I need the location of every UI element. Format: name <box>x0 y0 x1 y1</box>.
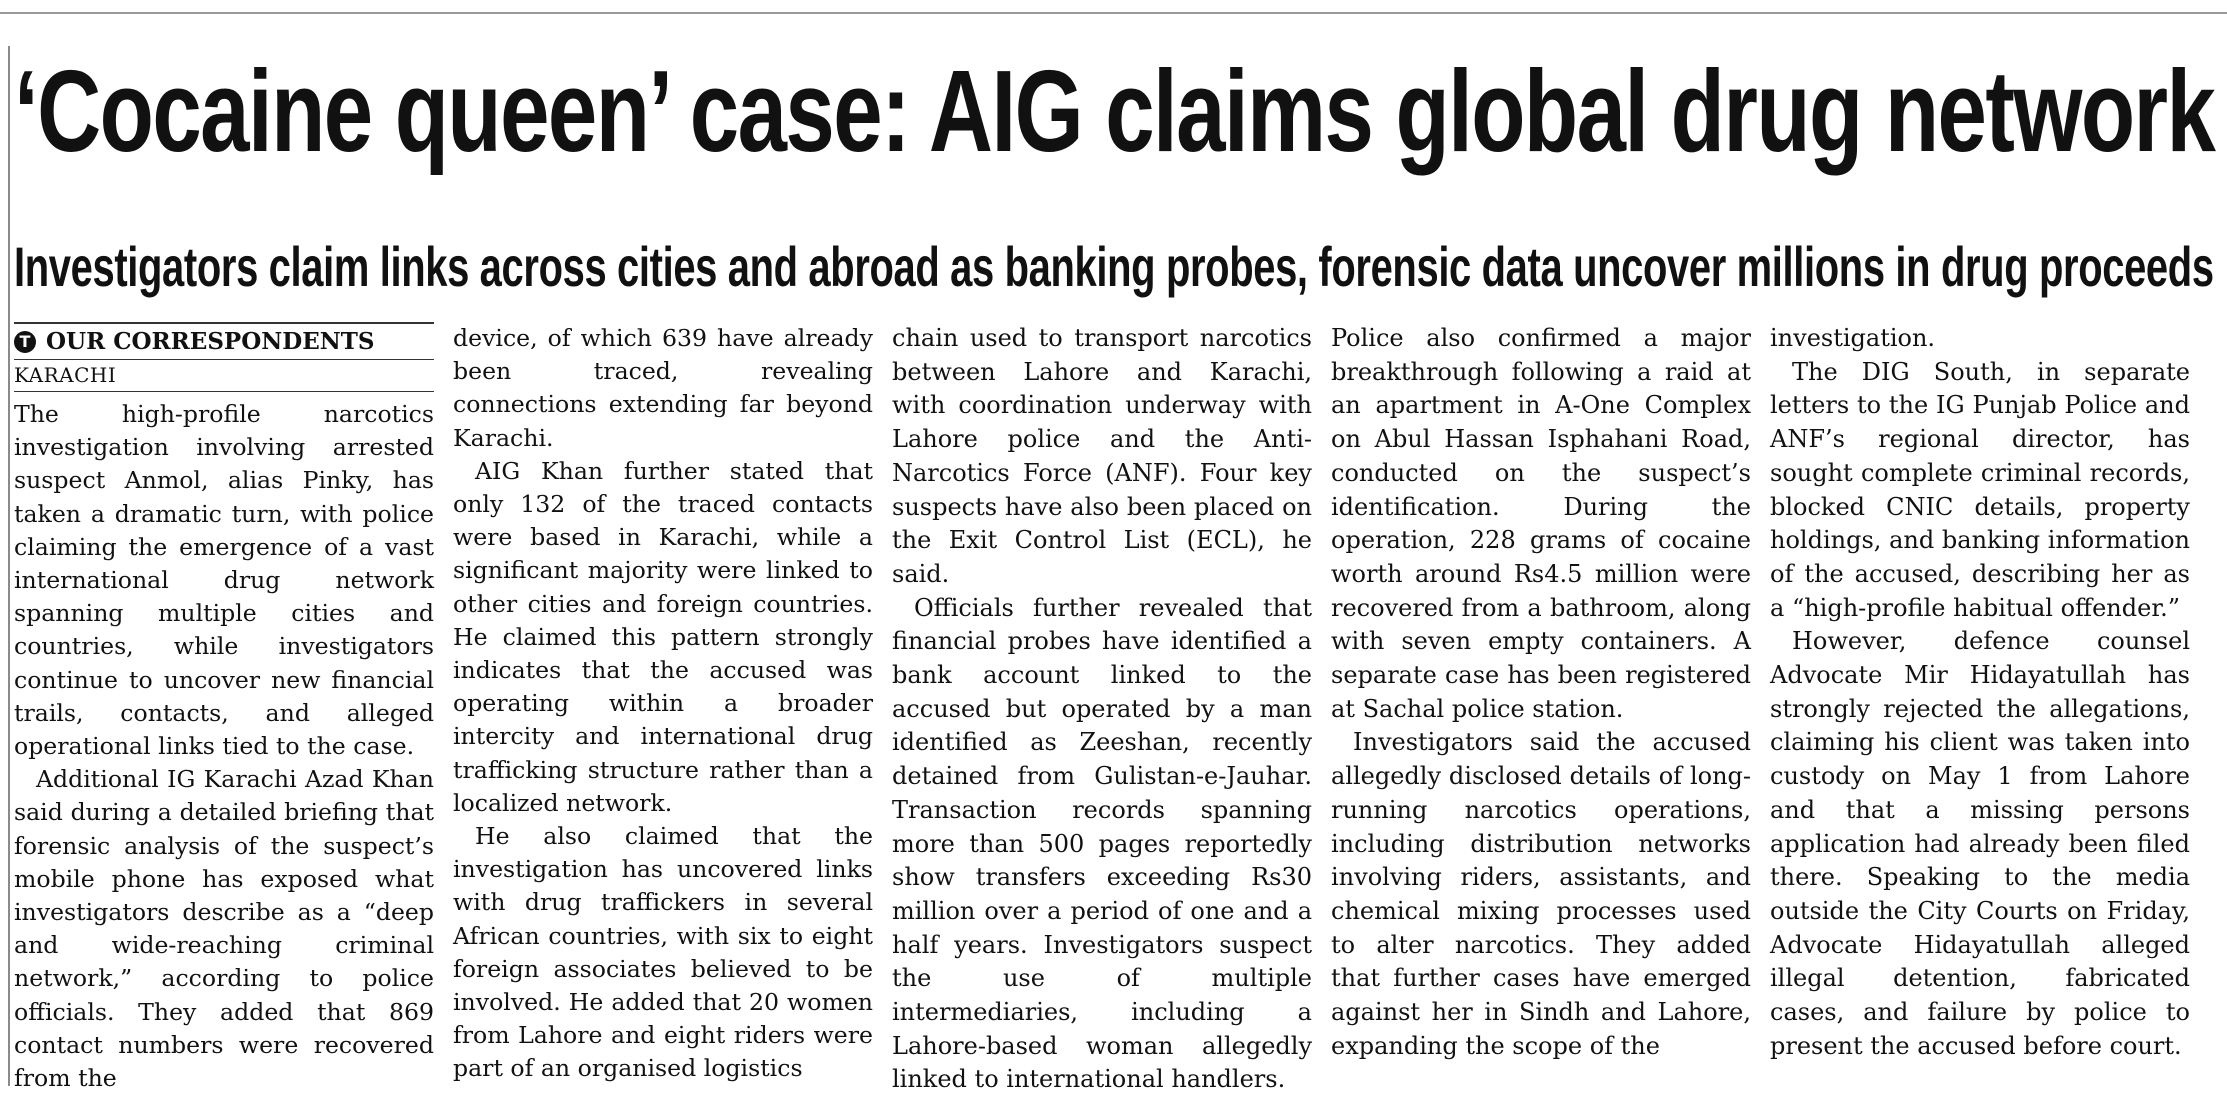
paragraph: The DIG South, in separate letters to the IG Punjab Police and ANF’s regional director, has sought complete criminal records, blocked CNIC details, property holdings, and banking information of the accused, describing her as a “high-profile habitual offender.” <box>1770 357 2190 622</box>
article-column-5 <box>1770 322 2190 1063</box>
express-tribune-logo-icon: T <box>14 331 36 353</box>
paragraph: AIG Khan further stated that only 132 of the traced contacts were based in Karachi, while a significant majority were linked to other cities and foreign countries. He claimed this pattern strongly indicates that the accused was operating within a broader intercity and international drug trafficking structure rather than a localized network. <box>453 456 873 817</box>
top-rule <box>0 12 2227 14</box>
left-rule <box>8 46 10 1086</box>
article-column-3 <box>892 322 1312 1097</box>
paragraph: The high-profile narcotics investigation involving arrested suspect Anmol, alias Pinky, has taken a dramatic turn, with police claiming the emergence of a vast international drug network spanning multiple cities and countries, while investigators continue to uncover new financial trails, contacts, and alleged operational links tied to the case. <box>14 400 434 761</box>
byline-text: OUR CORRESPONDENTS <box>46 328 375 355</box>
byline <box>14 327 434 360</box>
paragraph: chain used to transport narcotics between Lahore and Karachi, with coordination underway with Lahore police and the Anti-Narcotics Force (ANF). Four key suspects have also been placed on the Exit Control List (ECL), he said. <box>892 324 1312 588</box>
subheadline: Investigators claim links across cities and abroad as banking probes, forensic data uncover millions in drug proceeds <box>14 235 2214 298</box>
paragraph: He also claimed that the investigation has uncovered links with drug traffickers in several African countries, with six to eight foreign associates believed to be involved. He added that 20 women from Lahore and eight riders were part of an organised logistics <box>453 822 873 1083</box>
headline: ‘Cocaine queen’ case: AIG claims global drug network <box>14 46 2215 176</box>
paragraph: Officials further revealed that financial probes have identified a bank account linked to the accused but operated by a man identified as Zeeshan, recently detained from Gulistan-e-Jauhar. Transaction records spanning more than 500 pages reportedly show transfers exceeding Rs30 million over a period of one and a half years. Investigators suspect the use of multiple intermediaries, including a Lahore-based woman allegedly linked to international handlers. <box>892 593 1312 1094</box>
paragraph: device, of which 639 have already been traced, revealing connections extending far beyond Karachi. <box>453 324 873 452</box>
article-column-1 <box>14 322 434 1095</box>
paragraph: Investigators said the accused allegedly disclosed details of long-running narcotics operations, including distribution networks involving riders, assistants, and chemical mixing processes used to alter narcotics. They added that further cases have emerged against her in Sindh and Lahore, expanding the scope of the <box>1331 728 1751 1060</box>
paragraph: investigation. <box>1770 324 1936 352</box>
article-column-4 <box>1331 322 1751 1063</box>
paragraph: However, defence counsel Advocate Mir Hidayatullah has strongly rejected the allegations, claiming his client was taken into custody on May 1 from Lahore and that a missing persons application had already been filed there. Speaking to the media outside the City Courts on Friday, Advocate Hidayatullah alleged illegal detention, fabricated cases, and failure by police to present the accused before court. <box>1770 627 2190 1060</box>
paragraph: Additional IG Karachi Azad Khan said during a detailed briefing that forensic analysis of the suspect’s mobile phone has exposed what investigators describe as a “deep and wide-reaching criminal network,” according to police officials. They added that 869 contact numbers were recovered from the <box>14 765 434 1093</box>
byline-block <box>14 322 434 392</box>
paragraph: Police also confirmed a major breakthrough following a raid at an apartment in A-One Complex on Abul Hassan Isphahani Road, conducted on the suspect’s identification. During the operation, 228 grams of cocaine worth around Rs4.5 million were recovered from a bathroom, along with seven empty containers. A separate case has been registered at Sachal police station. <box>1331 324 1751 723</box>
dateline: KARACHI <box>14 363 117 387</box>
article-column-2 <box>453 322 873 1086</box>
